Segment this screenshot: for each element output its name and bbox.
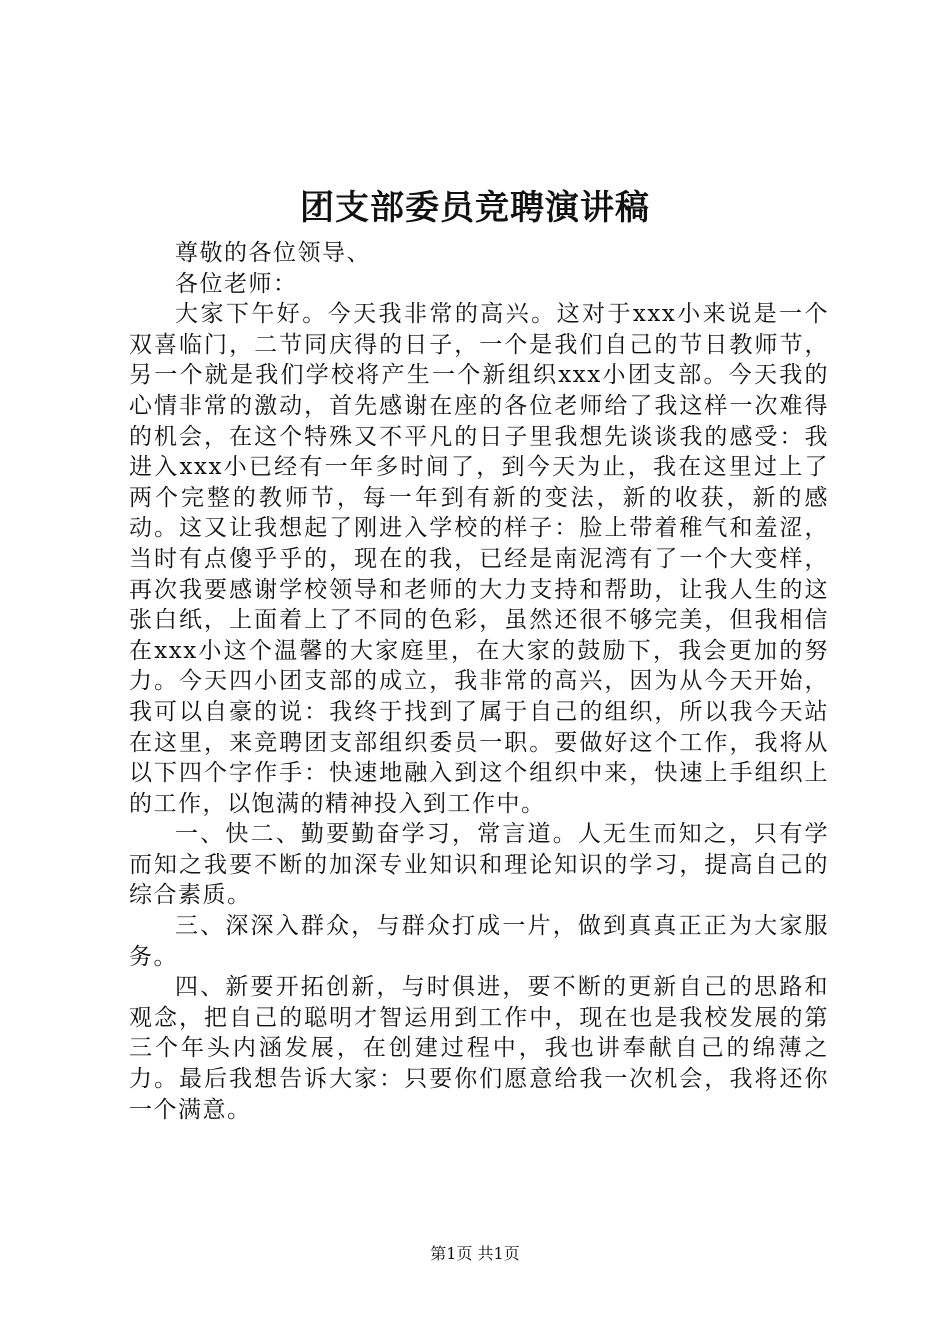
body-paragraph: 四、新要开拓创新，与时俱进，要不断的更新自己的思路和观念，把自己的聪明才智运用到工作中，现在也是我校发展的第三个年头内涵发展，在创建过程中，我也讲奉献自己的绵薄之力。最后我想告诉大家：只要你们愿意给我一次机会，我将还你一个满意。 xyxy=(129,974,829,1123)
document-body xyxy=(129,238,829,1125)
page-footer: 第1页 共1页 xyxy=(430,1244,520,1263)
body-paragraph: 一、快二、勤要勤奋学习，常言道。人无生而知之，只有学而知之我要不断的加深专业知识和理论知识的学习，提高自己的综合素质。 xyxy=(129,821,829,909)
body-paragraph: 三、深深入群众，与群众打成一片，做到真真正正为大家服务。 xyxy=(129,913,829,970)
body-paragraph: 大家下午好。今天我非常的高兴。这对于xxx小来说是一个双喜临门，二节同庆得的日子，一个是我们自己的节日教师节，另一个就是我们学校将产生一个新组织xxx小团支部。今天我的心情非常的激动，首先感谢在座的各位老师给了我这样一次难得的机会，在这个特殊又不平凡的日子里我想先谈谈我的感受：我进入xxx小已经有一年多时间了，到今天为止，我在这里过上了两个完整的教师节，每一年到有新的变法，新的收获，新的感动。这又让我想起了刚进入学校的样子：脸上带着稚气和羞涩，当时有点傻乎乎的，现在的我，已经是南泥湾有了一个大变样，再次我要感谢学校领导和老师的大力支持和帮助，让我人生的这张白纸，上面着上了不同的色彩，虽然还很不够完美，但我相信在xxx小这个温馨的大家庭里，在大家的鼓励下，我会更加的努力。今天四小团支部的成立，我非常的高兴，因为从今天开始，我可以自豪的说：我终于找到了属于自己的组织，所以我今天站在这里，来竞聘团支部组织委员一职。要做好这个工作，我将从以下四个字作手：快速地融入到这个组织中来，快速上手组织上的工作，以饱满的精神投入到工作中。 xyxy=(129,301,829,817)
salutation-line: 各位老师： xyxy=(175,270,298,297)
salutation-line: 尊敬的各位领导、 xyxy=(175,240,371,266)
document-title: 团支部委员竞聘演讲稿 xyxy=(300,188,650,228)
